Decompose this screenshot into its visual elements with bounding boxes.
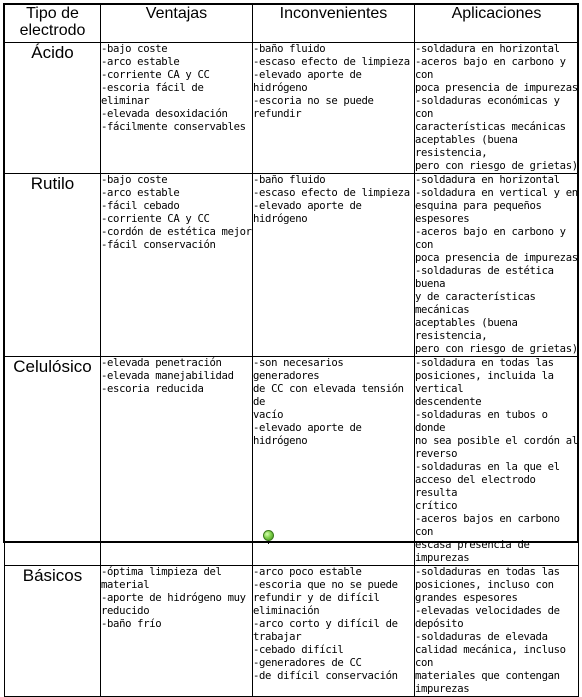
aplicaciones-cell: -soldadura en horizontal -aceros bajo en carbono y con poca presencia de impurezas -soldaduras económicas y con características mecánicas aceptables (buena resistencia, pero con riesgo de grietas): [415, 43, 578, 172]
table-row: [5, 566, 579, 697]
electrode-type-cell: Celulósico: [5, 357, 101, 566]
aplicaciones-cell: -soldadura en todas las posiciones, incluida la vertical descendente -soldaduras en tubos o donde no sea posible el cordón al reverso -soldaduras en la que el acceso del electrodo resulta crítico -aceros bajos en carbono con escasa presencia de impurezas: [415, 357, 578, 564]
ventajas-cell: -bajo coste -arco estable -fácil cebado -corriente CA y CC -cordón de estética mejor -fácil conservación: [101, 174, 252, 251]
ventajas-cell: -bajo coste -arco estable -corriente CA y CC -escoria fácil de eliminar -elevada desoxidación -fácilmente conservables: [101, 43, 246, 133]
aplicaciones-cell: -soldaduras en todas las posiciones, incluso con grandes espesores -elevadas velocidades de depósito -soldaduras de elevada calidad mecánica, incluso con materiales que contengan impurezas: [415, 566, 566, 695]
rotation-handle[interactable]: [263, 530, 274, 541]
electrode-type-cell: Básicos: [5, 566, 101, 697]
inconvenientes-cell: -baño fluido -escaso efecto de limpieza -elevado aporte de hidrógeno -escoria no se puede refundir: [253, 43, 410, 120]
inconvenientes-cell: -baño fluido -escaso efecto de limpieza -elevado aporte de hidrógeno: [253, 174, 410, 225]
inconvenientes-cell: -son necesarios generadores de CC con elevada tensión de vacío -elevado aporte de hidrógeno: [253, 357, 404, 447]
electrode-type-cell: Rutilo: [5, 174, 101, 357]
table-row: [5, 43, 579, 174]
header-row: [5, 5, 579, 43]
table-row: [5, 357, 579, 566]
header-inconvenientes: Inconvenientes: [253, 5, 415, 43]
table-row: [5, 174, 579, 357]
electrode-table: [4, 4, 579, 697]
header-tipo-electrodo: Tipo de electrodo: [5, 5, 101, 43]
aplicaciones-cell: -soldadura en horizontal -soldadura en vertical y en esquina para pequeños espesores -aceros bajo en carbono y con poca presencia de impurezas -soldaduras de estética buena y de características mecánicas aceptables (buena resistencia, pero con riesgo de grietas): [415, 174, 578, 355]
header-ventajas: Ventajas: [101, 5, 253, 43]
inconvenientes-cell: -arco poco estable -escoria que no se puede refundir y de difícil eliminación -arco corto y difícil de trabajar -cebado difícil -generadores de CC -de difícil conservación: [253, 566, 398, 682]
ventajas-cell: -óptima limpieza del material -aporte de hidrógeno muy reducido -baño frío: [101, 566, 246, 630]
ventajas-cell: -elevada penetración -elevada manejabilidad -escoria reducida: [101, 357, 234, 395]
electrode-type-cell: Ácido: [5, 43, 101, 174]
header-aplicaciones: Aplicaciones: [415, 5, 579, 43]
